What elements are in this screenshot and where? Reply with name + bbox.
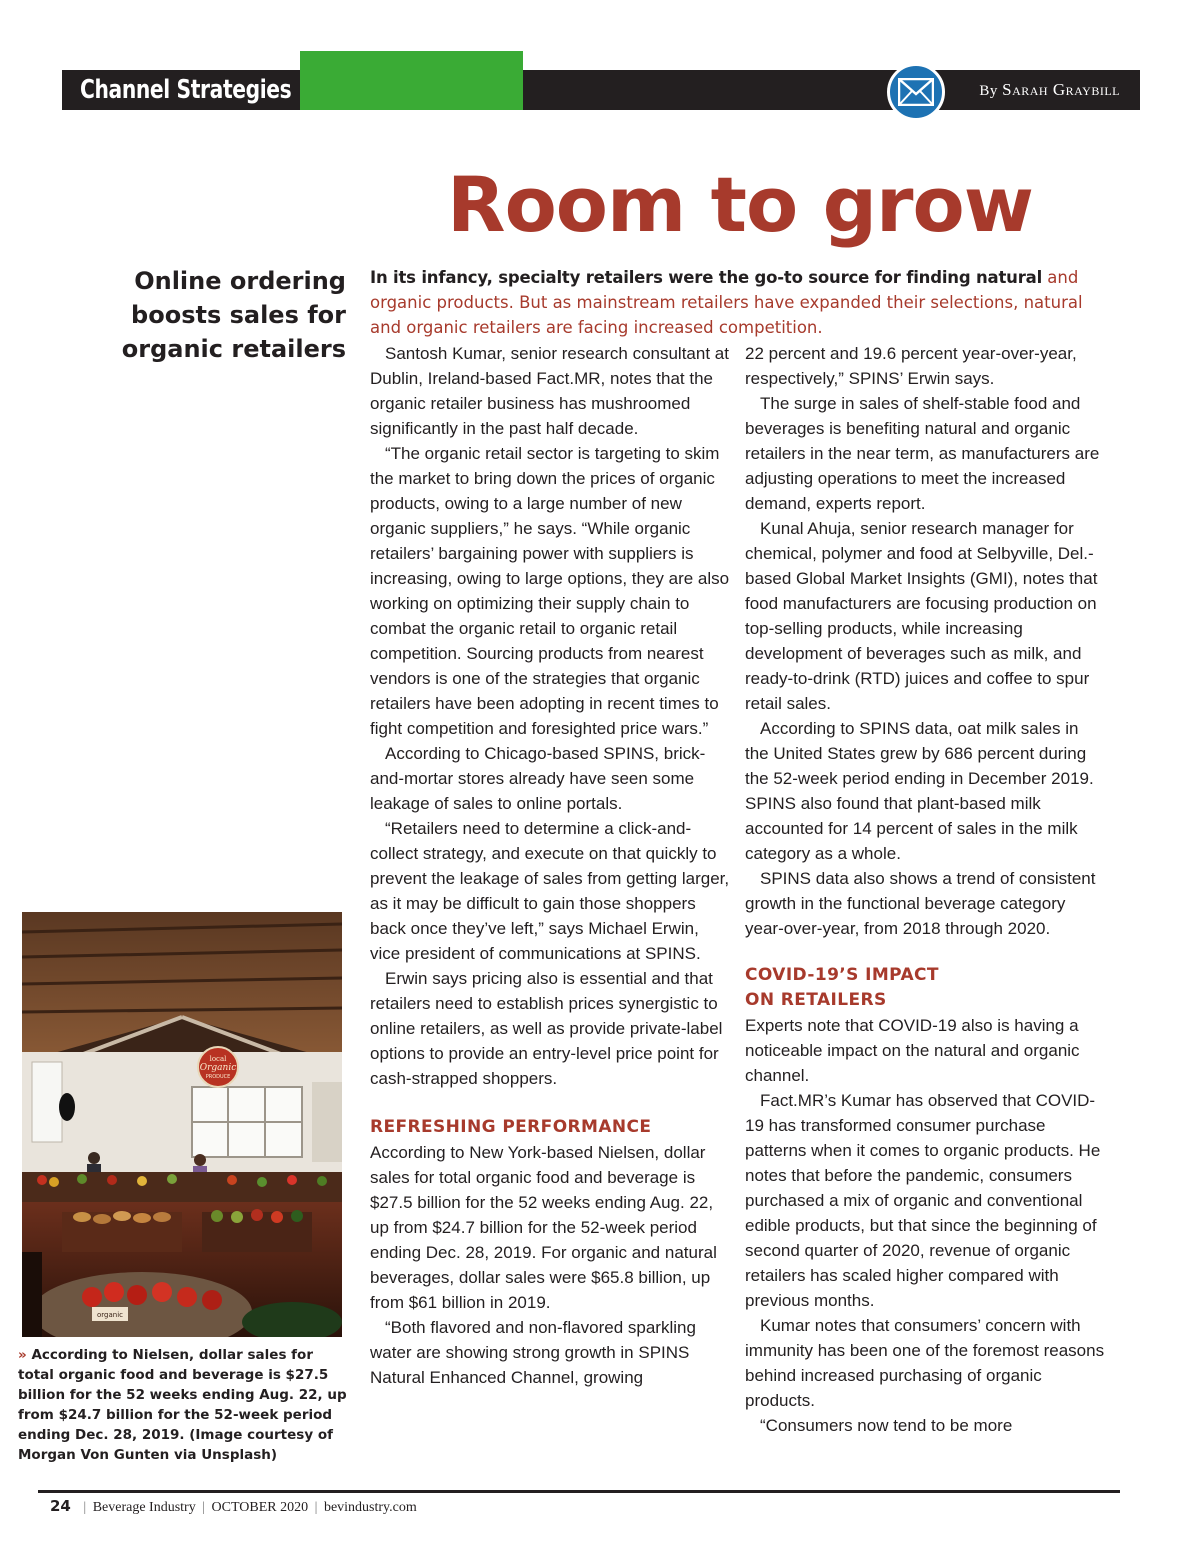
paragraph: Experts note that COVID-19 also is having a noticeable impact on the natural and organic channel. [745, 1016, 1080, 1085]
byline [979, 70, 1120, 110]
footer-rule [38, 1490, 1120, 1493]
subhead-line: ON RETAILERS [745, 990, 887, 1010]
paragraph: “Retailers need to determine a click-and-collect strategy, and execute on that quickly to prevent the leakage of sales from getting larger, as it may be difficult to gain those shoppers back once they’ve left,” says Michael Erwin, vice president of communications at SPINS. [370, 819, 730, 963]
subhead-refreshing-performance: REFRESHING PERFORMANCE [370, 1117, 652, 1137]
byline-author: Sarah Graybill [1002, 80, 1120, 99]
caption-arrow-icon: » [18, 1347, 27, 1363]
store-photo [22, 912, 342, 1337]
article-intro [370, 265, 1110, 340]
paragraph: SPINS data also shows a trend of consistent growth in the functional beverage category year-over-year, from 2018 through 2020. [745, 869, 1096, 938]
paragraph: Erwin says pricing also is essential and that retailers need to establish prices synergistic to online retailers, as well as provide private-label options to provide an entry-level price point for cash-strapped shoppers. [370, 969, 723, 1088]
subhead-covid-impact [745, 963, 1105, 1013]
paragraph: “The organic retail sector is targeting to skim the market to bring down the prices of organic products, owing to a large number of new organic suppliers,” he says. “While organic retailers’ bargaining power with suppliers is increasing, owing to large options, they are also working on optimizing their supply chain to combat the organic retail to organic retail competition. Sourcing products from nearest vendors is one of the strategies that organic retailers have been adopting in recent times to fight competition and foresighted price wars.” [370, 444, 730, 738]
publication-name: Beverage Industry [92, 1500, 196, 1515]
paragraph: According to Chicago-based SPINS, brick-and-mortar stores already have seen some leakage of sales to online portals. [370, 744, 706, 813]
paragraph: The surge in sales of shelf-stable food and beverages is benefiting natural and organic retailers in the near term, as manufacturers are adjusting operations to meet the increased demand, experts report. [745, 394, 1100, 513]
article-headline: Room to grow [447, 160, 1033, 249]
header-accent-block [300, 51, 523, 110]
section-label: Channel Strategies [80, 75, 292, 105]
footer-separator: | [83, 1500, 87, 1515]
paragraph: Santosh Kumar, senior research consultant at Dublin, Ireland-based Fact.MR, notes that the organic retailer business has mushroomed significantly in the past half decade. [370, 344, 729, 438]
intro-rest: and organic products. But as mainstream retailers have expanded their selections, natural and organic retailers are facing increased competition. [370, 268, 1083, 337]
paragraph: “Consumers now tend to be more [760, 1416, 1013, 1435]
photo-caption [18, 1345, 348, 1465]
sign-text: PRODUCE [205, 1074, 231, 1080]
article-column-1 [370, 341, 730, 1390]
sign-text: Organic [199, 1063, 237, 1073]
issue-date: OCTOBER 2020 [211, 1500, 309, 1515]
caption-text: According to Nielsen, dollar sales for total organic food and beverage is $27.5 billion for the 52 weeks ending Aug. 22, up from $24.7 billion for the 52-week period ending Dec. 28, 2019. (Image courtesy of Morgan Von Gunten via Unsplash) [18, 1347, 347, 1463]
article-column-2 [745, 341, 1105, 1438]
footer-separator: | [202, 1500, 206, 1515]
sign-text: local [209, 1055, 227, 1063]
paragraph: According to New York-based Nielsen, dollar sales for total organic food and beverage is $27.5 billion for the 52 weeks ending Aug. 22, up from $24.7 billion for the 52-week period ending Dec. 28, 2019. For organic and natural beverages, dollar sales were $65.8 billion, up from $61 billion in 2019. [370, 1143, 717, 1312]
intro-lead: In its infancy, specialty retailers were the go-to source for finding natural [370, 268, 1043, 287]
paragraph: “Both flavored and non-flavored sparkling water are showing strong growth in SPINS Natural Enhanced Channel, growing [370, 1318, 696, 1387]
website-link[interactable]: bevindustry.com [323, 1500, 417, 1515]
subhead-line: COVID-19’S IMPACT [745, 965, 939, 985]
paragraph: Kumar notes that consumers’ concern with immunity has been one of the foremost reasons behind increased purchasing of organic products. [745, 1316, 1105, 1410]
paragraph: Kunal Ahuja, senior research manager for chemical, polymer and food at Selbyville, Del.-based Global Market Insights (GMI), notes that food manufacturers are focusing production on top-selling products, while increasing development of beverages such as milk, and ready-to-drink (RTD) juices and coffee to spur retail sales. [745, 519, 1098, 713]
article-deck: Online ordering boosts sales for organic retailers [121, 267, 346, 363]
paragraph: Fact.MR’s Kumar has observed that COVID-19 has transformed consumer purchase patterns when it comes to organic products. He notes that before the pandemic, consumers purchased a mix of organic and conventional edible products, but that since the beginning of second quarter of 2020, revenue of organic retailers has scaled higher compared with previous months. [745, 1091, 1101, 1310]
byline-prefix: By [979, 83, 1003, 99]
paragraph: According to SPINS data, oat milk sales in the United States grew by 686 percent during the 52-week period ending in December 2019. SPINS also found that plant-based milk accounted for 14 percent of sales in the milk category as a whole. [745, 719, 1094, 863]
paragraph: 22 percent and 19.6 percent year-over-year, respectively,” SPINS’ Erwin says. [745, 344, 1077, 388]
box-label: organic [96, 1311, 124, 1319]
page-footer [50, 1497, 417, 1516]
envelope-icon[interactable] [887, 63, 945, 121]
page-number: 24 [50, 1497, 71, 1515]
footer-separator: | [314, 1500, 318, 1515]
